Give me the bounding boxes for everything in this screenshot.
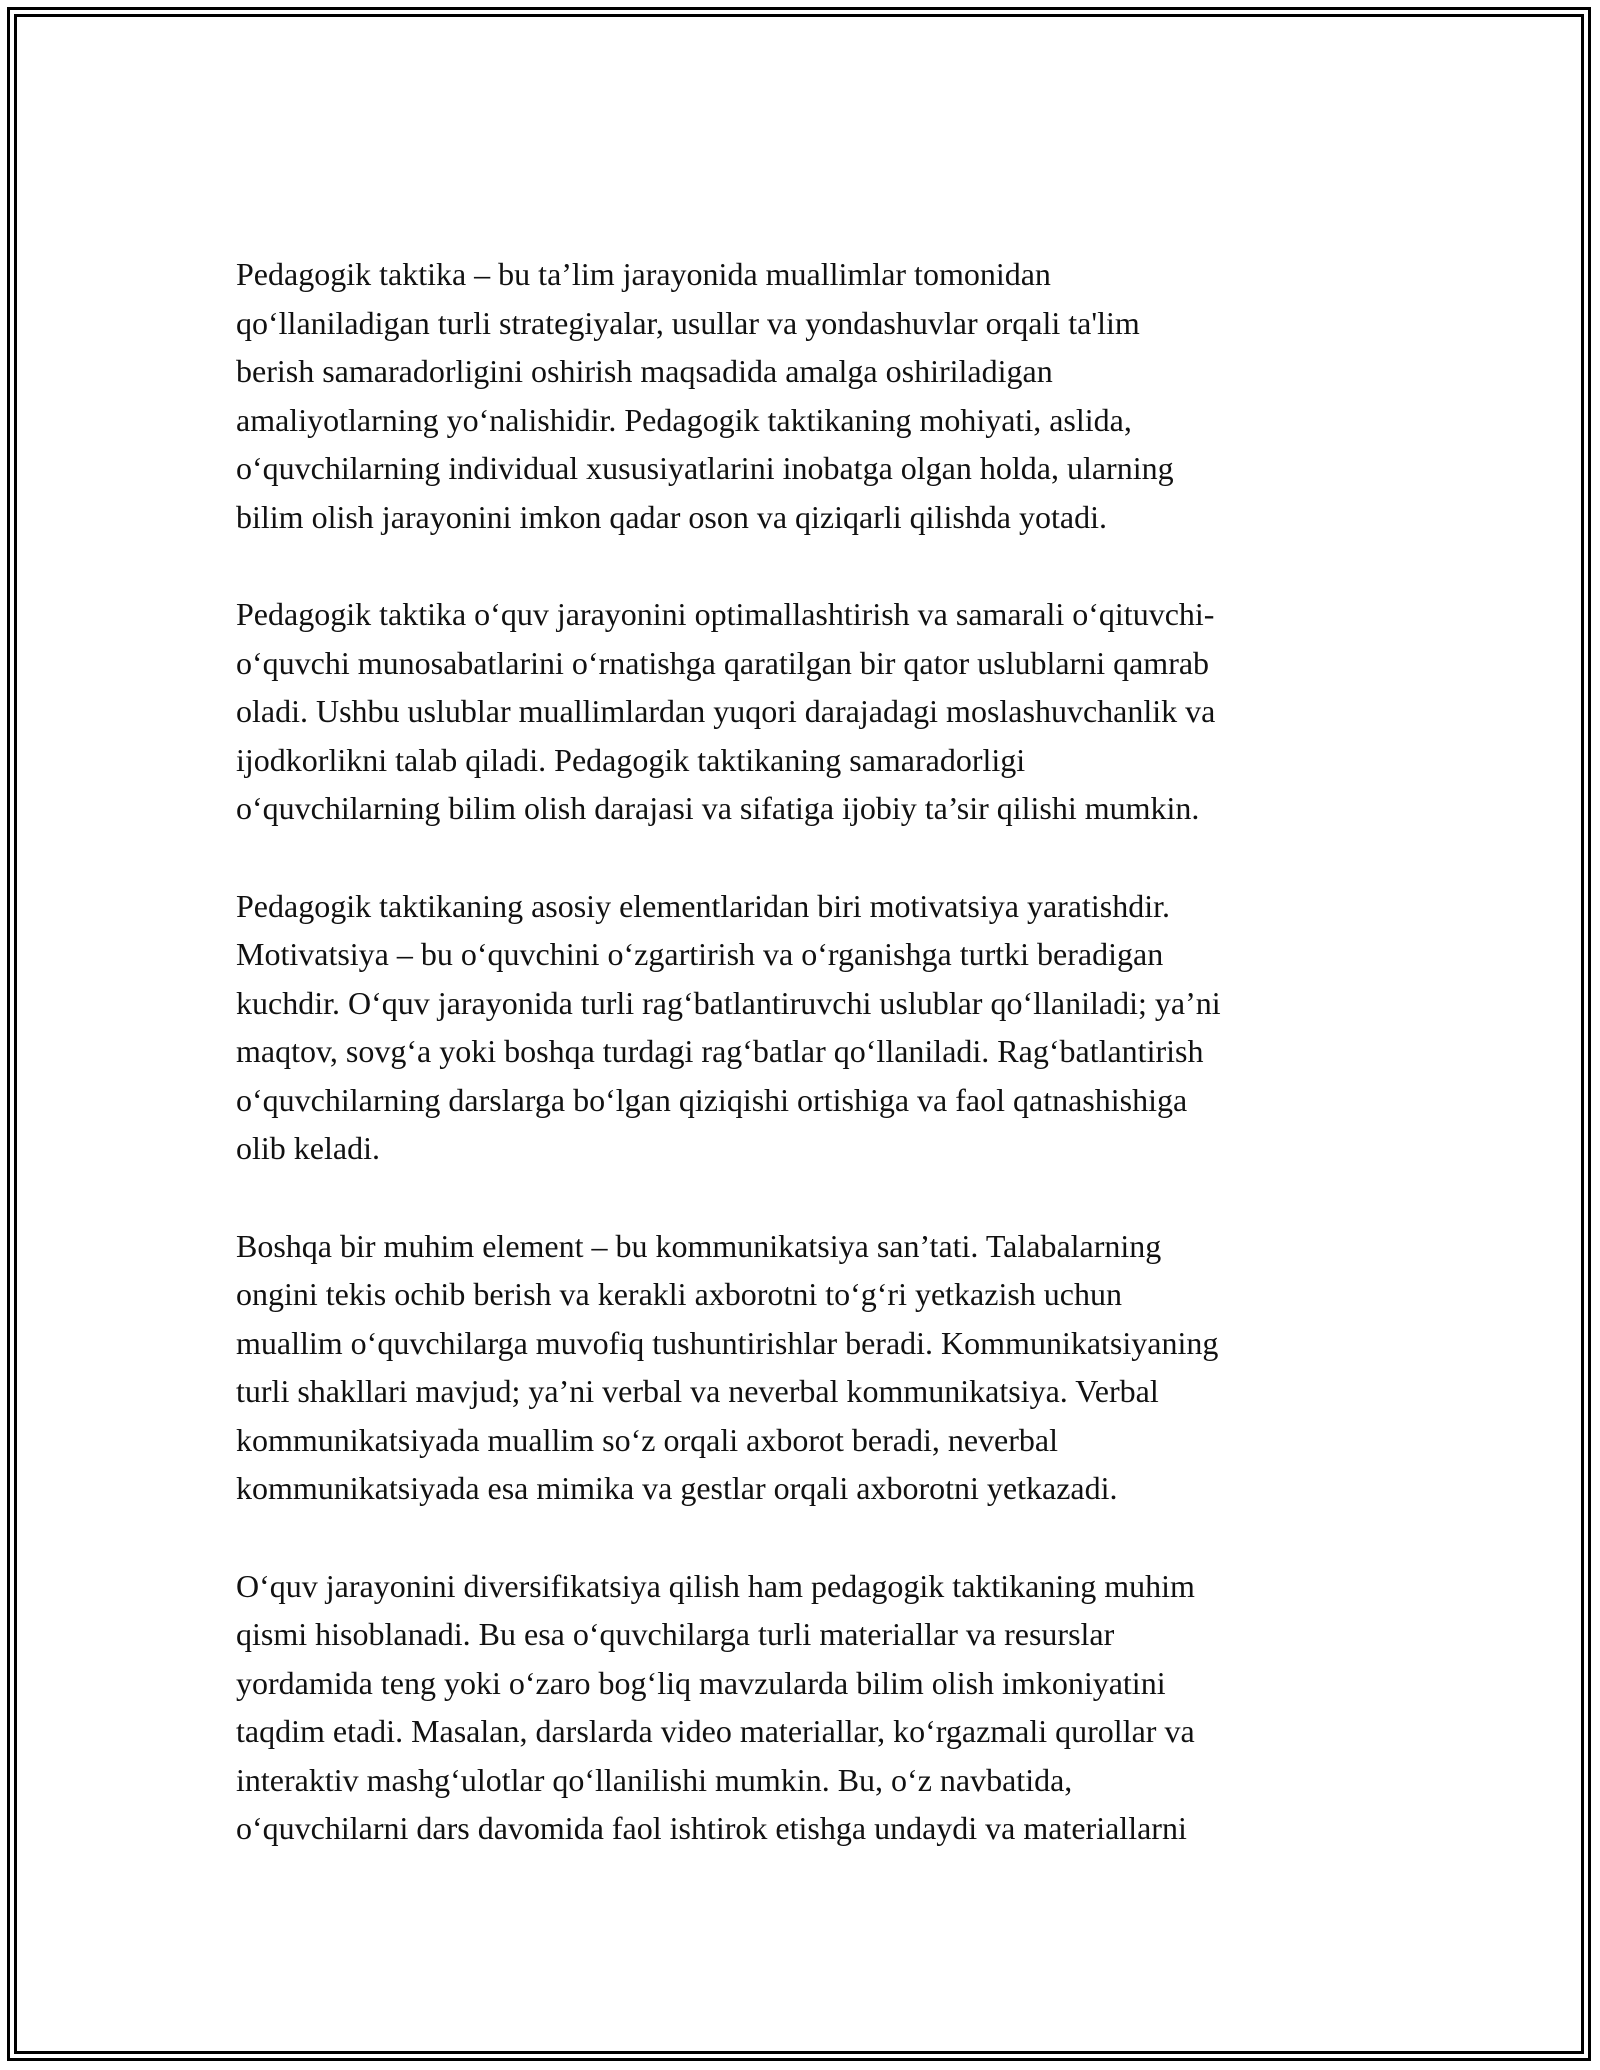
paragraph-3 <box>236 882 1386 1173</box>
text-line: ijodkorlikni talab qiladi. Pedagogik taktikaning samaradorligi <box>236 741 1026 778</box>
paragraph-4 <box>236 1222 1386 1513</box>
text-line: o‘quvchilarning bilim olish darajasi va sifatiga ijobiy ta’sir qilishi mumkin. <box>236 790 1200 826</box>
text-line: olib keladi. <box>236 1130 380 1166</box>
text-line: yordamida teng yoki o‘zaro bog‘liq mavzularda bilim olish imkoniyatini <box>236 1664 1166 1701</box>
text-line: ongini tekis ochib berish va kerakli axborotni to‘g‘ri yetkazish uchun <box>236 1276 1122 1312</box>
text-line: bilim olish jarayonini imkon qadar oson va qiziqarli qilishda yotadi. <box>236 498 1107 535</box>
text-line: muallim o‘quvchilarga muvofiq tushuntirishlar beradi. Kommunikatsiyaning <box>236 1324 1219 1361</box>
text-line: qo‘llaniladigan turli strategiyalar, usullar va yondashuvlar orqali ta'lim <box>236 304 1140 341</box>
paragraph-5 <box>236 1562 1386 1853</box>
text-line: berish samaradorligini oshirish maqsadida amalga oshiriladigan <box>236 353 1053 389</box>
document-body <box>236 250 1386 1902</box>
text-line: Pedagogik taktika o‘quv jarayonini optimallashtirish va samarali o‘qituvchi- <box>236 596 1215 632</box>
text-line: oladi. Ushbu uslublar muallimlardan yuqori darajadagi moslashuvchanlik va <box>236 693 1216 729</box>
text-line: kommunikatsiyada muallim so‘z orqali axborot beradi, neverbal <box>236 1421 1058 1458</box>
text-line: o‘quvchilarning individual xususiyatlarini inobatga olgan holda, ularning <box>236 450 1174 486</box>
text-line: maqtov, sovg‘a yoki boshqa turdagi rag‘batlar qo‘llaniladi. Rag‘batlantirish <box>236 1033 1204 1069</box>
text-line: Pedagogik taktika – bu ta’lim jarayonida muallimlar tomonidan <box>236 256 1051 292</box>
text-line: kommunikatsiyada esa mimika va gestlar orqali axborotni yetkazadi. <box>236 1470 1118 1506</box>
text-line: O‘quv jarayonini diversifikatsiya qilish ham pedagogik taktikaning muhim <box>236 1567 1195 1604</box>
text-line: kuchdir. O‘quv jarayonida turli rag‘batlantiruvchi uslublar qo‘llaniladi; ya’ni <box>236 984 1221 1021</box>
paragraph-1 <box>236 250 1386 541</box>
text-line: qismi hisoblanadi. Bu esa o‘quvchilarga turli materiallar va resurslar <box>236 1616 1115 1652</box>
text-line: taqdim etadi. Masalan, darslarda video materiallar, ko‘rgazmali qurollar va <box>236 1713 1195 1749</box>
text-line: o‘quvchilarni dars davomida faol ishtirok etishga undaydi va materiallarni <box>236 1810 1187 1846</box>
text-line: turli shakllari mavjud; ya’ni verbal va neverbal kommunikatsiya. Verbal <box>236 1373 1159 1409</box>
text-line: Motivatsiya – bu o‘quvchini o‘zgartirish va o‘rganishga turtki beradigan <box>236 936 1164 972</box>
text-line: Pedagogik taktikaning asosiy elementlaridan biri motivatsiya yaratishdir. <box>236 887 1171 924</box>
text-line: interaktiv mashg‘ulotlar qo‘llanilishi mumkin. Bu, o‘z navbatida, <box>236 1761 1073 1798</box>
text-line: o‘quvchi munosabatlarini o‘rnatishga qaratilgan bir qator uslublarni qamrab <box>236 644 1210 681</box>
text-line: Boshqa bir muhim element – bu kommunikatsiya san’tati. Talabalarning <box>236 1227 1162 1264</box>
text-line: amaliyotlarning yo‘nalishidir. Pedagogik taktikaning mohiyati, aslida, <box>236 401 1132 438</box>
paragraph-2 <box>236 590 1386 833</box>
text-line: o‘quvchilarning darslarga bo‘lgan qiziqishi ortishiga va faol qatnashishiga <box>236 1081 1188 1118</box>
